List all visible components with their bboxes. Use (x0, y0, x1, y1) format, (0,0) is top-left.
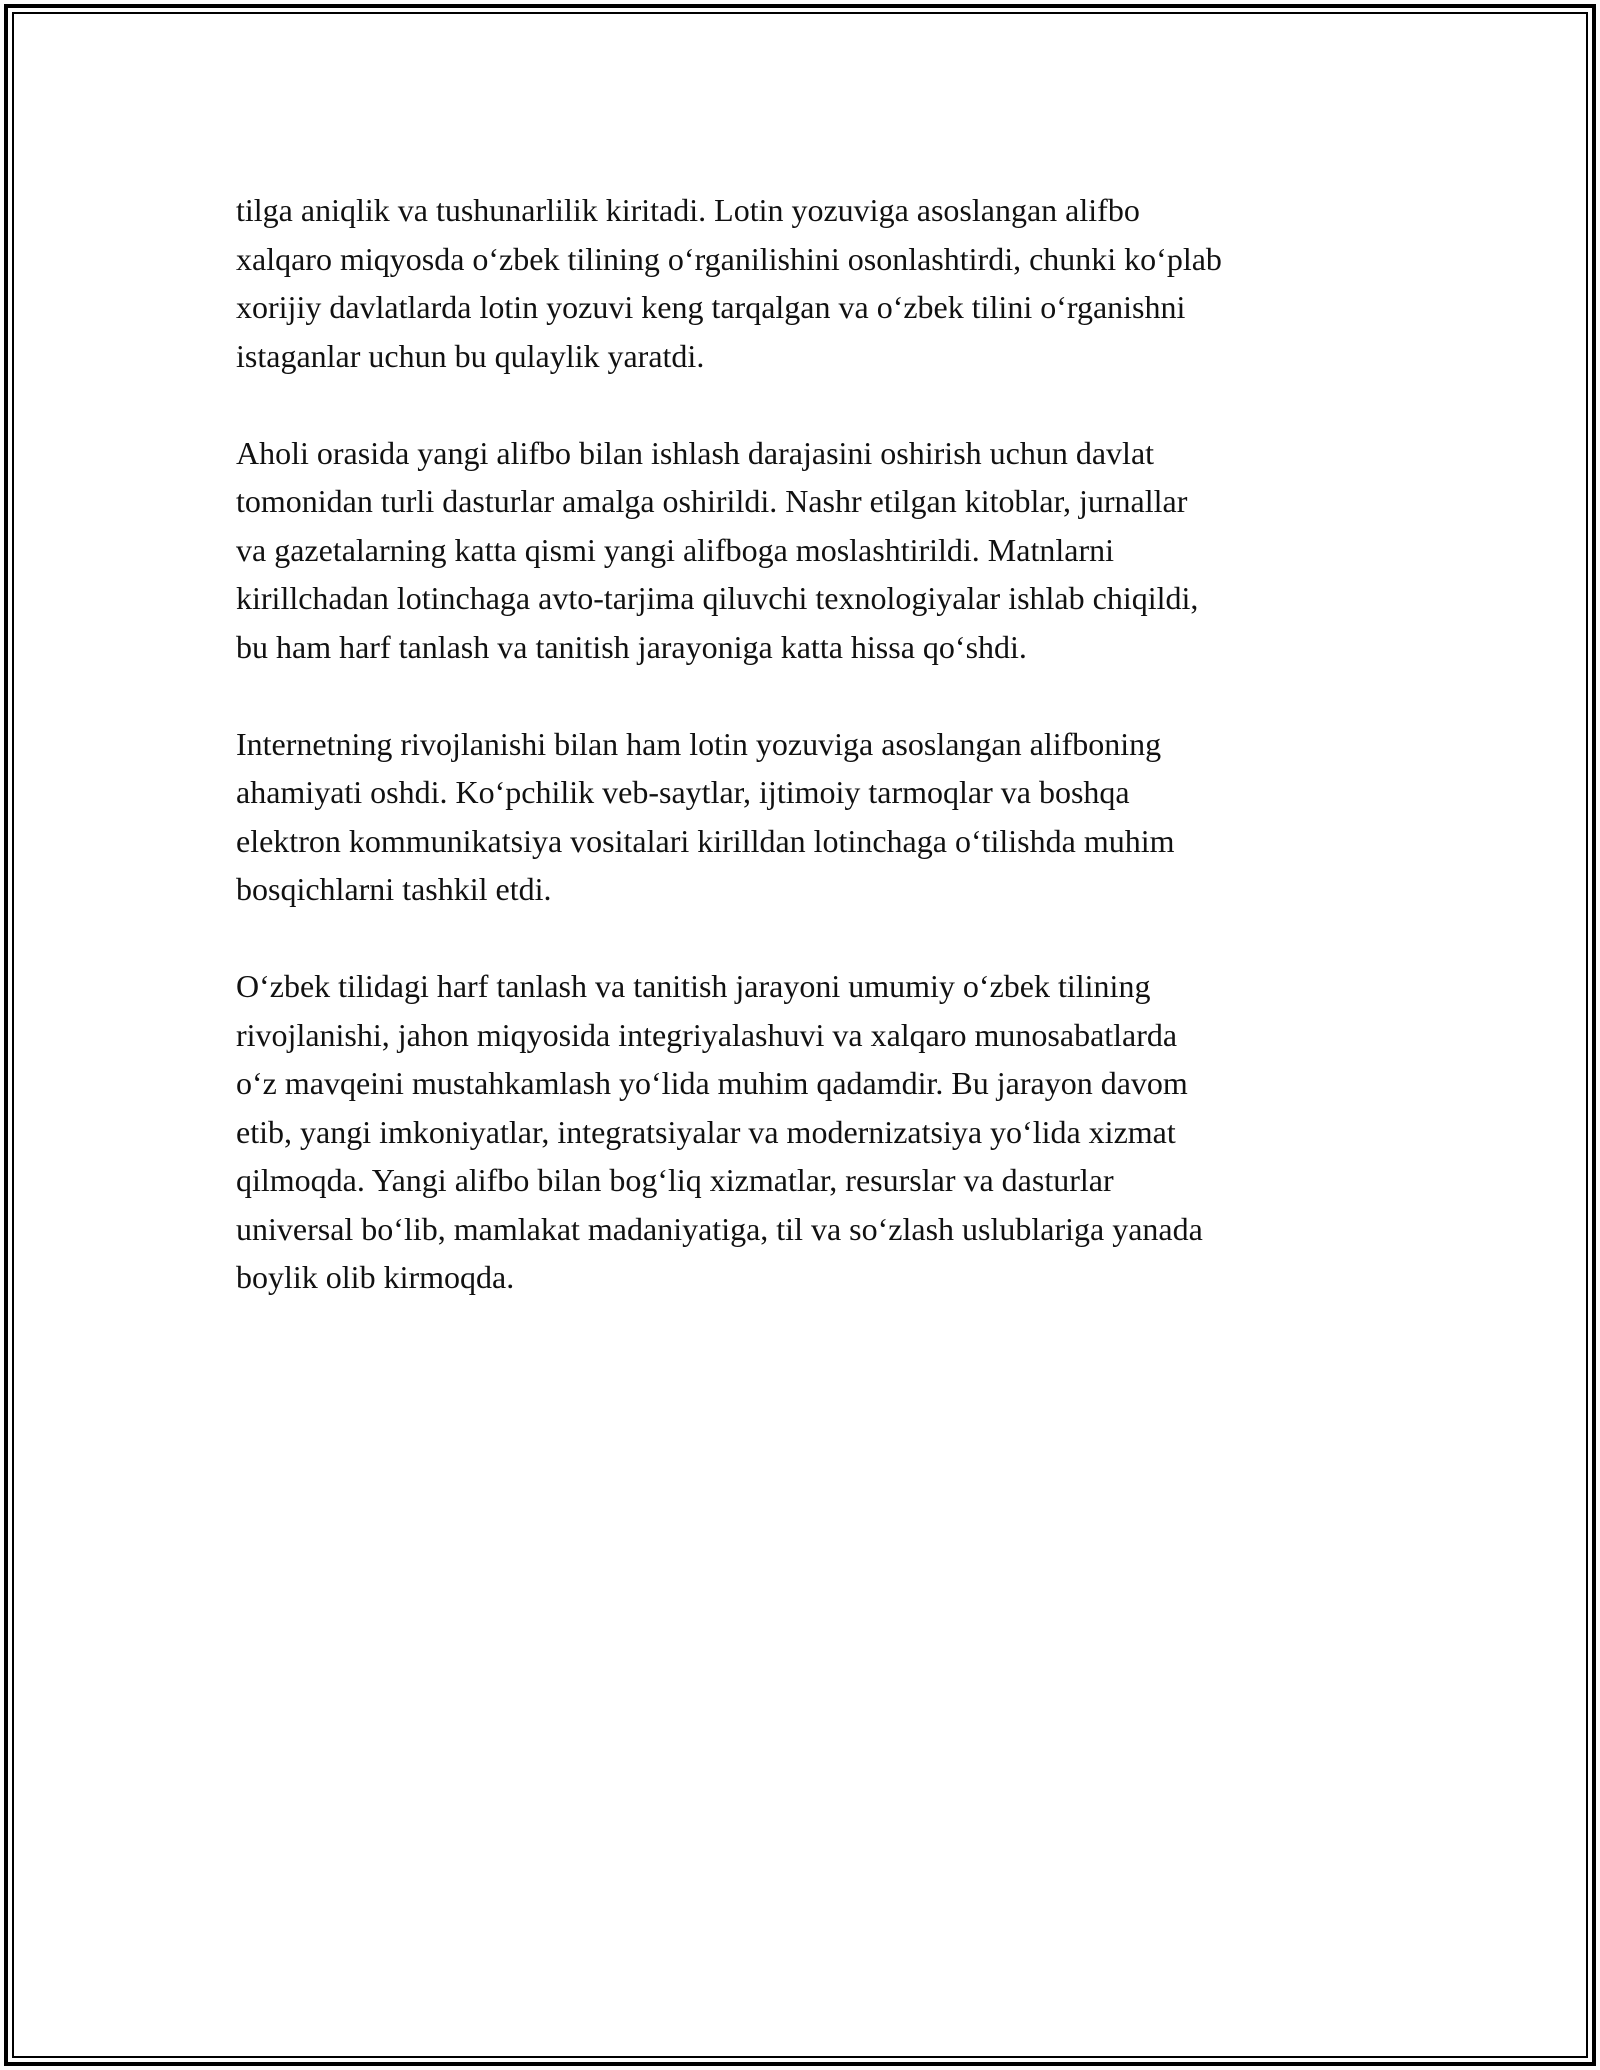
text-line: qilmoqda. Yangi alifbo bilan bog‘liq xizmatlar, resurslar va dasturlar (236, 1162, 1114, 1198)
text-line: universal bo‘lib, mamlakat madaniyatiga, til va so‘zlash uslublariga yanada (236, 1210, 1203, 1247)
text-line: ahamiyati oshdi. Ko‘pchilik veb-saytlar, ijtimoiy tarmoqlar va boshqa (236, 774, 1130, 810)
text-line: Aholi orasida yangi alifbo bilan ishlash darajasini oshirish uchun davlat (236, 434, 1155, 471)
paragraph-2 (236, 429, 1386, 672)
text-line: tilga aniqlik va tushunarlilik kiritadi. Lotin yozuviga asoslangan alifbo (236, 192, 1140, 228)
text-line: xalqaro miqyosda o‘zbek tilining o‘rganilishini osonlashtirdi, chunki ko‘plab (236, 240, 1222, 277)
text-line: Internetning rivojlanishi bilan ham lotin yozuviga asoslangan alifboning (236, 725, 1162, 762)
text-line: O‘zbek tilidagi harf tanlash va tanitish jarayoni umumiy o‘zbek tilining (236, 968, 1151, 1004)
text-line: bu ham harf tanlash va tanitish jarayoniga katta hissa qo‘shdi. (236, 628, 1027, 665)
text-line: boylik olib kirmoqda. (236, 1259, 515, 1295)
text-line: rivojlanishi, jahon miqyosida integriyalashuvi va xalqaro munosabatlarda (236, 1016, 1178, 1053)
text-line: bosqichlarni tashkil etdi. (236, 871, 552, 907)
paragraph-4 (236, 962, 1386, 1302)
paragraph-3 (236, 720, 1386, 914)
paragraph-1 (236, 186, 1386, 380)
text-line: elektron kommunikatsiya vositalari kirilldan lotinchaga o‘tilishda muhim (236, 822, 1175, 859)
text-line: va gazetalarning katta qismi yangi alifboga moslashtirildi. Matnlarni (236, 531, 1114, 568)
text-line: xorijiy davlatlarda lotin yozuvi keng tarqalgan va o‘zbek tilini o‘rganishni (236, 289, 1186, 325)
text-line: o‘z mavqeini mustahkamlash yo‘lida muhim qadamdir. Bu jarayon davom (236, 1065, 1188, 1101)
text-line: tomonidan turli dasturlar amalga oshirildi. Nashr etilgan kitoblar, jurnallar (236, 483, 1188, 519)
text-line: etib, yangi imkoniyatlar, integratsiyalar va modernizatsiya yo‘lida xizmat (236, 1113, 1176, 1150)
document-body (236, 186, 1386, 1350)
text-line: istaganlar uchun bu qulaylik yaratdi. (236, 337, 705, 374)
text-line: kirillchadan lotinchaga avto-tarjima qiluvchi texnologiyalar ishlab chiqildi, (236, 580, 1199, 616)
